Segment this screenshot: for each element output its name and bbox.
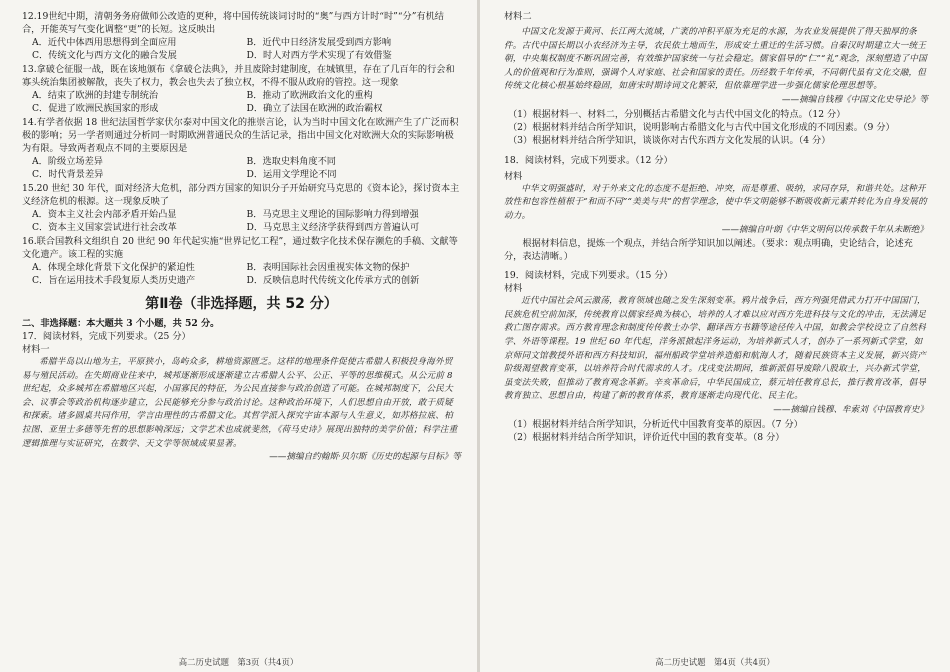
question-19-intro: 19．阅读材料，完成下列要求。（15 分）	[504, 270, 673, 282]
question-stem: 14.有学者依据 18 世纪法国哲学家伏尔泰对中国文化的推崇言论，认为当时中国文化在欧洲产生了广泛而积极的影响；另一学者则通过分析同一时期欧洲普通民众的生活记录，指出中国文化对欧洲大众的实际影响极为有限。导致两者观点不同的主要原因是	[22, 117, 459, 154]
q19-sub-1: （1）根据材料并结合所学知识，分析近代中国教育变革的原因。（7 分）	[508, 418, 803, 430]
question-options	[22, 208, 461, 234]
material-1-text: 希腊半岛以山地为主，平原狭小，岛屿众多，耕地资源匮乏。这样的地理条件促使古希腊人积极投身海外贸易与殖民活动。在失期商业往来中，城邦逐渐形成逐渐建立古希腊人公平、公正、平等的思维模式。从公元前 8 世纪起，众多城邦在希腊地区兴起，小国寡民的特征，为公民直接参与政治创造了可能。在城邦制度下，公民大会、议事会等政治机构逐步建立，公民能够充分参与政治讨论。这种政治环境下，人们思想自由开放，敢于质疑和探索。诸多圆桌共同作用，学言由理性的古希腊文化。其哲学派入探究宇宙本源与人生意义，如苏格拉底、柏拉图、亚里士多德等先哲的思想影响深远；文学艺术也成就斐然，《荷马史诗》展现出独特的美学价值；科学注重逻辑推理与实证研究，在数学、天文学等领域成果显著。	[22, 357, 458, 449]
page-footer-left: 高二历史试题 第3页（共4页）	[178, 657, 299, 667]
option-c: C．促进了欧洲民族国家的形成	[32, 103, 159, 114]
page-footer-right: 高二历史试题 第4页（共4页）	[655, 657, 775, 667]
option-c: C．时代背景差异	[32, 169, 104, 180]
question-stem: 16.联合国教科文组织自 20 世纪 90 年代起实施“世界记忆工程”，通过数字化技术保存濒危的手稿、文献等文化遗产。该工程的实施	[22, 236, 458, 260]
question-17-intro: 17．阅读材料，完成下列要求。（25 分）	[22, 331, 191, 342]
option-b: B．表明国际社会因重视实体文物的保护	[246, 262, 410, 273]
material-1-label: 材料一	[22, 344, 50, 355]
option-b: B．近代中日经济发展受到西方影响	[246, 37, 392, 48]
option-a: A．结束了欧洲的封建专制统治	[32, 90, 159, 101]
q17-sub-1: （1）根据材料一、材料二，分别概括古希腊文化与古代中国文化的特点。（12 分）	[508, 108, 846, 120]
material-2-source: ——摘编自钱穆《中国文化史导论》等	[781, 94, 928, 105]
question-options	[22, 36, 461, 62]
q17-sub-3: （3）根据材料并结合所学知识，谈谈你对古代东西方文化发展的认识。（4 分）	[508, 135, 831, 147]
option-d: D．时人对西方学术实现了有效借鉴	[246, 50, 392, 61]
option-b: B．马克思主义理论的国际影响力得到增强	[246, 209, 419, 220]
question-13	[22, 63, 461, 115]
option-c: C．资本主义国家尝试进行社会改革	[32, 222, 177, 233]
question-14	[22, 116, 461, 181]
question-16	[22, 235, 461, 287]
option-a: A．体现全球化背景下文化保护的紧迫性	[32, 262, 195, 273]
question-19-material-text: 近代中国社会风云激荡，教育领域也随之发生深刻变革。鸦片战争后，西方列强凭借武力打开中国国门，民族危机空前加深，传统教育以儒家经典为核心，培养的人才难以应对西方先进科技与文化的冲击，无法满足救亡图存需求。西方教育理念和制度传传教士办学、翻译西方书籍等途径传入中国，如教会学校设立了自然科学、外语等课程。19 世纪 60 年代起，洋务派掀起洋务运动，为培养新式人才，创办了一系列新式学堂，如京师同文馆教授外语和西方科技知识，福州船政学堂培养造船和航海人才，随着民族资本主义发展，新兴资产阶级渴望教育变革，以培养符合时代需求的人才。戊戌变法期间，维新派倡导废除八股取士，兴办新式学堂，虽变法失败，但推动了教育观念革新。辛亥革命后，中华民国成立，蔡元培任教育总长，推行教育改革，倡导教育独立、思想自由，构建了新的教育体系，教育逐渐走向现代化、民主化。	[504, 296, 927, 402]
option-d: D．反映信息时代传统文化传承方式的创新	[246, 275, 420, 286]
option-d: D．运用文学理论不同	[246, 169, 337, 180]
material-1-source: ——摘编自约翰斯·贝尔斯《历史的起源与目标》等	[269, 452, 461, 463]
q17-sub-2: （2）根据材料并结合所学知识，说明影响古希腊文化与古代中国文化形成的不同因素。（9 分）	[508, 121, 895, 133]
material-2-text: 中国文化发源于黄河、长江两大流域，广袤的冲积平原为充足的水源，为农业发展提供了得天独厚的条件。古代中国长期以小农经济为主导，农民依土地而生，形成安土重迁的生活习惯。自秦汉时期建立大一统王朝，中央集权制度不断巩固完善，有效维护国家统一与社会稳定。儒家倡导的“仁”“礼”观念，深刻塑造了中国人的价值观和行为准则，强调个人对家庭、社会和国家的责任。历经数千年传承，不同朝代虽有文化交融，但传统文化核心根基始终稳固，如唐宋时期诗词文化繁荣，但依靠理学进一步强化儒家伦理思想等。	[504, 27, 927, 92]
page-right	[480, 0, 950, 672]
option-c: C．旨在运用技术手段复原人类历史遗产	[32, 275, 196, 286]
question-options	[22, 155, 461, 181]
part2-instructions: 二、非选择题：本大题共 3 个小题，共 52 分。	[22, 318, 220, 329]
option-a: A．阶级立场差异	[32, 156, 103, 167]
question-options	[22, 261, 461, 287]
question-12	[22, 10, 461, 62]
question-18-source: ——摘编自叶朗《中华文明何以传承数千年从未断绝》	[721, 224, 928, 235]
question-15	[22, 182, 461, 234]
material-2-label: 材料二	[504, 11, 532, 22]
question-18-material-text: 中华文明强盛时，对于外来文化的态度不是拒绝、冲突，而是尊重、吸纳，求同存异，和谐共处。这种开放性和包容性植根于“和而不同”“美美与共”的哲学理念，使中华文明能够不断吸收新元素并转化为自身发展的动力。	[504, 183, 927, 221]
question-stem: 13.拿破仑征服一战，既在该地颁布《拿破仑法典》，并且废除封建制度，在城镇里，存在了几百年的行会和寡头统治集团被解散，丧失了权力，教会也失去了独立权，不得不服从政府的管控。这一现象	[22, 64, 455, 88]
question-stem: 12.19世纪中期，清朝务务府做师公改造的更种，将中国传统谈词讨时的“奥”与西方计时“时”“分”有机结合，开能英写气变化调整“更”的长短。这反映出	[22, 11, 444, 35]
option-a: A．近代中体西用思想得到全面应用	[32, 37, 177, 48]
question-stem: 15.20 世纪 30 年代，面对经济大危机，部分西方国家的知识分子开始研究马克思的《资本论》，探讨资本主义经济危机的根源。这一现象反映了	[22, 183, 460, 207]
option-a: A．资本主义社会内部矛盾开始凸显	[32, 209, 177, 220]
question-options	[22, 89, 461, 115]
question-19-source: ——摘编自钱穆、牟索刘《中国教育史》	[773, 404, 928, 415]
option-c: C．传统文化与西方文化的融合发展	[32, 50, 177, 61]
option-d: D．确立了法国在欧洲的政治霸权	[246, 103, 383, 114]
question-19-material-label: 材料	[504, 283, 523, 295]
option-d: D．马克思主义经济学获得到西方普遍认可	[246, 222, 420, 233]
part2-title: 第Ⅱ卷（非选择题，共 52 分）	[145, 296, 338, 312]
question-18-task: 根据材料信息，提炼一个观点，并结合所学知识加以阐述。（要求：观点明确，史论结合，论述充分，表达清晰。）	[504, 238, 913, 263]
question-18-material-label: 材料	[504, 170, 523, 182]
option-b: B．推动了欧洲政治文化的重构	[246, 90, 373, 101]
q19-sub-2: （2）根据材料并结合所学知识，评价近代中国的教育变革。（8 分）	[508, 431, 785, 443]
question-18-intro: 18．阅读材料，完成下列要求。（12 分）	[504, 154, 673, 166]
option-b: B．选取史料角度不同	[246, 156, 336, 167]
